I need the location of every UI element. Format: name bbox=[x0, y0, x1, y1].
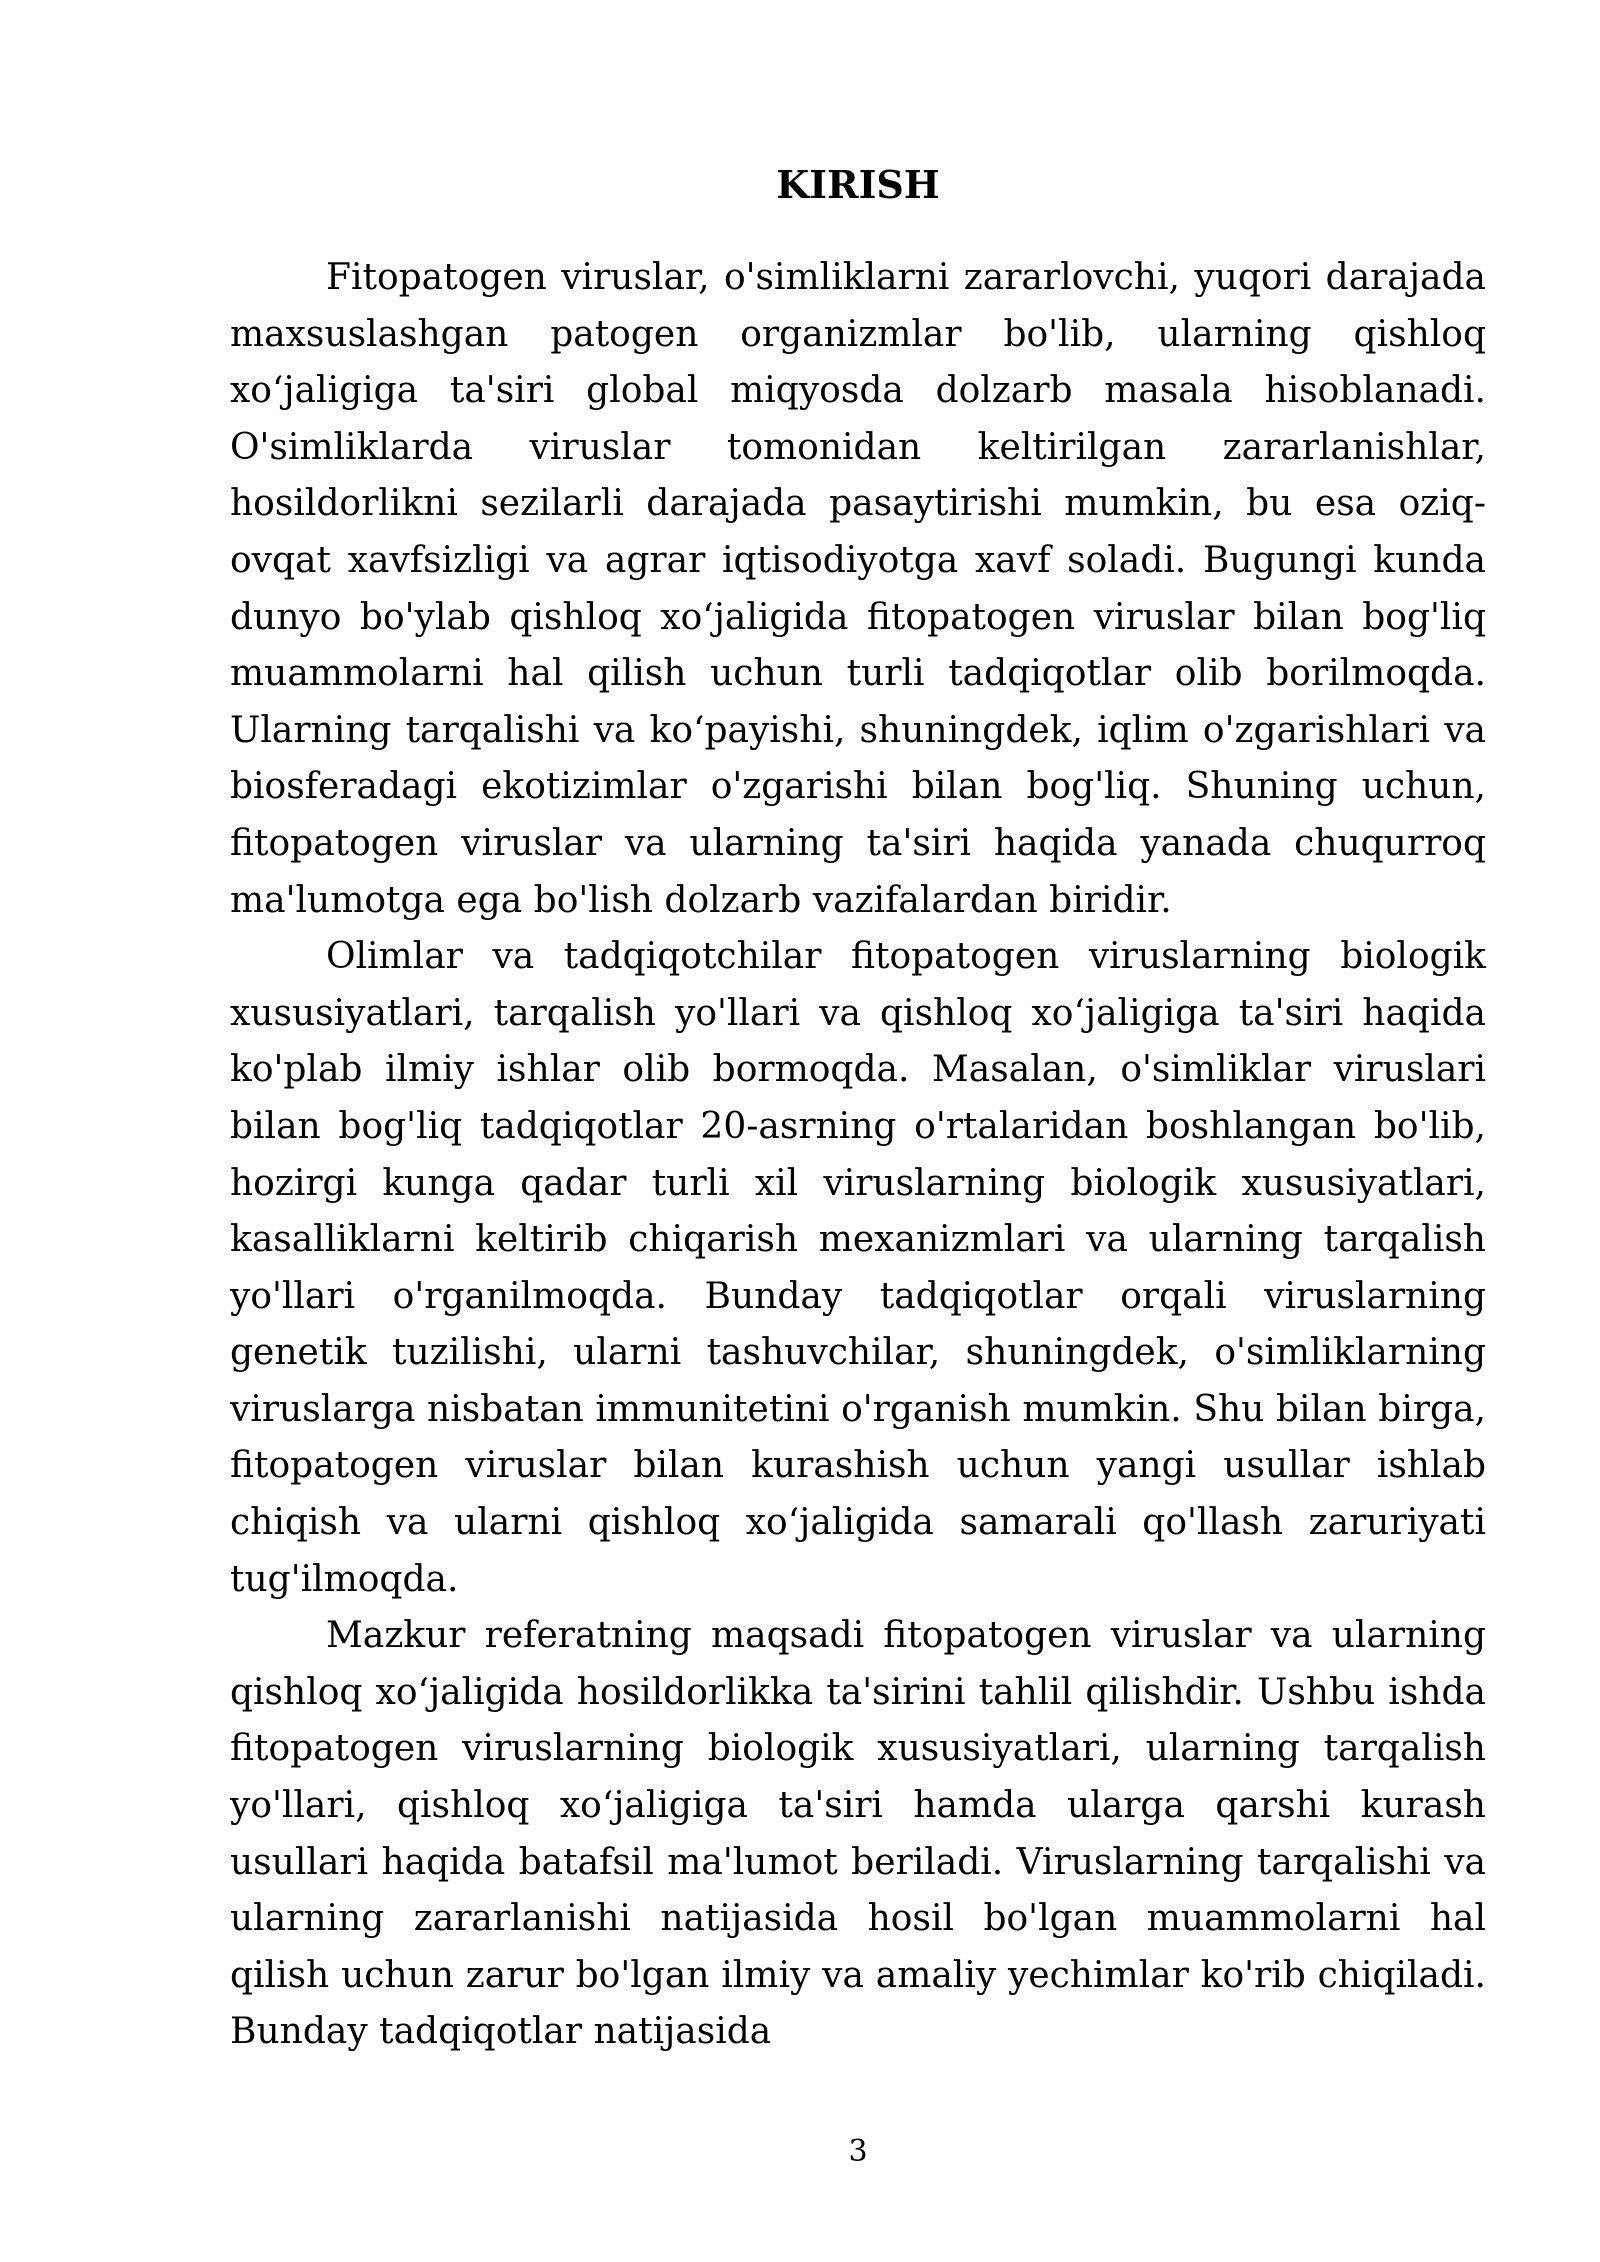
paragraph-2: Olimlar va tadqiqotchilar fitopatogen viruslarning biologik xususiyatlari, tarqalish yo'llari va qishloq xo‘jaligiga ta'siri haqida ko'plab ilmiy ishlar olib bormoqda. Masalan, o'simliklar viruslari bilan bog'liq tadqiqotlar 20-asrning o'rtalaridan boshlangan bo'lib, hozirgi kunga qadar turli xil viruslarning biologik xususiyatlari, kasalliklarni keltirib chiqarish mexanizmlari va ularning tarqalish yo'llari o'rganilmoqda. Bunday tadqiqotlar orqali viruslarning genetik tuzilishi, ularni tashuvchilar, shuningdek, o'simliklarning viruslarga nisbatan immunitetini o'rganish mumkin. Shu bilan birga, fitopatogen viruslar bilan kurashish uchun yangi usullar ishlab chiqish va ularni qishloq xo‘jaligida samarali qo'llash zaruriyati tug'ilmoqda. bbox=[230, 936, 1486, 1600]
body-text bbox=[230, 250, 1486, 2061]
paragraph-1: Fitopatogen viruslar, o'simliklarni zararlovchi, yuqori darajada maxsuslashgan patogen organizmlar bo'lib, ularning qishloq xo‘jaligiga ta'siri global miqyosda dolzarb masala hisoblanadi. O'simliklarda viruslar tomonidan keltirilgan zararlanishlar, hosildorlikni sezilarli darajada pasaytirishi mumkin, bu esa oziq-ovqat xavfsizligi va agrar iqtisodiyotga xavf soladi. Bugungi kunda dunyo bo'ylab qishloq xo‘jaligida fitopatogen viruslar bilan bog'liq muammolarni hal qilish uchun turli tadqiqotlar olib borilmoqda. Ularning tarqalishi va ko‘payishi, shuningdek, iqlim o'zgarishlari va biosferadagi ekotizimlar o'zgarishi bilan bog'liq. Shuning uchun, fitopatogen viruslar va ularning ta'siri haqida yanada chuqurroq ma'lumotga ega bo'lish dolzarb vazifalardan biridir. bbox=[230, 257, 1486, 921]
page-number: 3 bbox=[848, 2134, 868, 2169]
paragraph-3: Mazkur referatning maqsadi fitopatogen viruslar va ularning qishloq xo‘jaligida hosildorlikka ta'sirini tahlil qilishdir. Ushbu ishda fitopatogen viruslarning biologik xususiyatlari, ularning tarqalish yo'llari, qishloq xo‘jaligiga ta'siri hamda ularga qarshi kurash usullari haqida batafsil ma'lumot beriladi. Viruslarning tarqalishi va ularning zararlanishi natijasida hosil bo'lgan muammolarni hal qilish uchun zarur bo'lgan ilmiy va amaliy yechimlar ko'rib chiqiladi. Bunday tadqiqotlar natijasida bbox=[230, 1615, 1486, 2053]
page-title: KIRISH bbox=[776, 162, 940, 207]
